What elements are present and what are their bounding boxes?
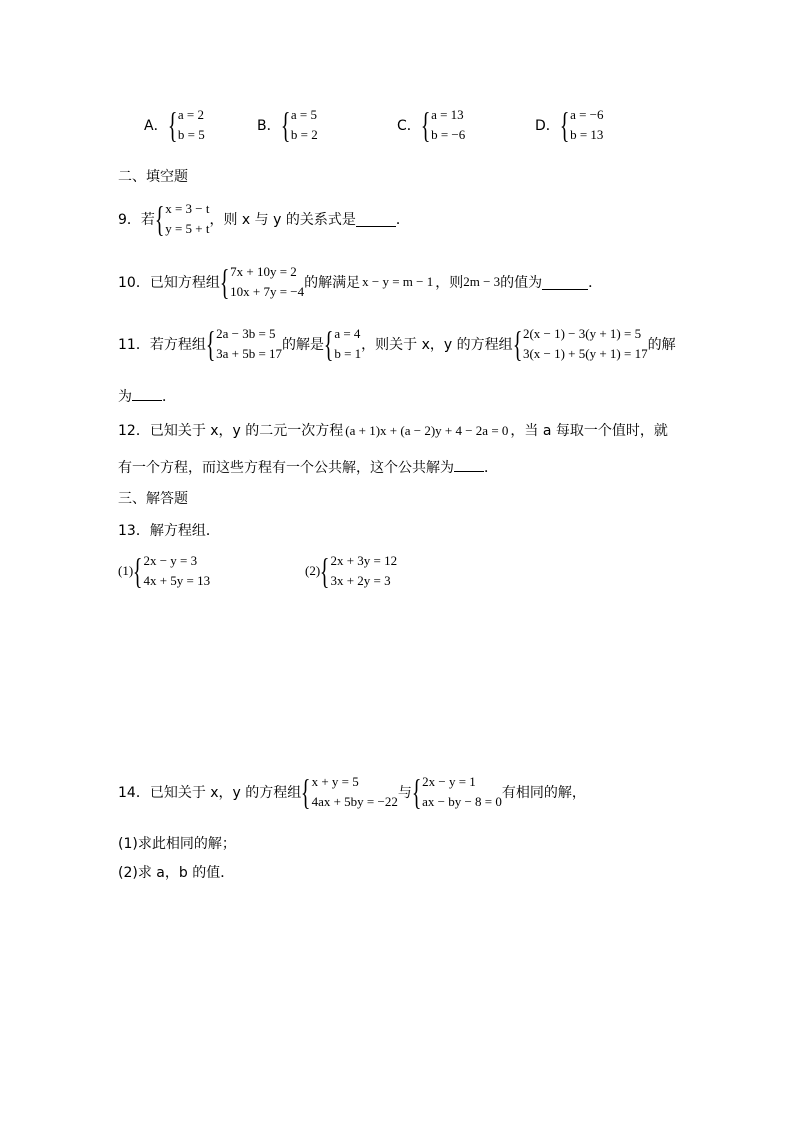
- answer-blank[interactable]: [542, 275, 588, 290]
- question-text: 有一个方程，而这些方程有一个公共解，这个公共解为: [118, 460, 454, 476]
- equation: a = 13: [431, 107, 464, 122]
- equation: 2(x − 1) − 3(y + 1) = 5: [522, 326, 642, 341]
- brace: {: [323, 324, 334, 364]
- equation: 3(x − 1) + 5(y + 1) = 17: [522, 346, 648, 361]
- question-14: [118, 772, 586, 812]
- question-text: 的解: [647, 337, 676, 353]
- equation: b = 13: [570, 127, 604, 142]
- question-14-sub-2: (2)求 a，b 的值．: [118, 865, 235, 881]
- question-11: [118, 324, 676, 364]
- choice-label: C．: [397, 118, 421, 134]
- equation-system: [320, 551, 397, 591]
- equation: 4ax + 5by = −22: [311, 794, 398, 809]
- brace: {: [205, 324, 216, 364]
- equation: a = 4: [334, 326, 361, 341]
- question-number: 11．若方程组: [118, 337, 206, 353]
- part-number: (2): [305, 563, 321, 578]
- choice-d: [535, 105, 604, 145]
- equation: b = 5: [177, 127, 205, 142]
- brace: {: [154, 199, 165, 239]
- equation: a = 2: [177, 107, 204, 122]
- question-text: ．: [395, 212, 410, 228]
- brace: {: [301, 772, 311, 812]
- expression: 2m − 3: [463, 274, 501, 289]
- question-14-sub-1: (1)求此相同的解；: [118, 836, 236, 852]
- equation: b = 2: [290, 127, 318, 142]
- choice-b: [257, 105, 318, 145]
- equation: x = 3 − t: [165, 201, 210, 216]
- equation-system: [168, 105, 205, 145]
- equation: 7x + 10y = 2: [230, 264, 297, 279]
- question-text: 的解是: [282, 337, 325, 353]
- brace: {: [559, 105, 570, 145]
- part-number: (1): [118, 563, 134, 578]
- choice-label: B．: [257, 118, 281, 134]
- equation: ax − by − 8 = 0: [422, 794, 502, 809]
- equation-system: [220, 262, 304, 302]
- equation-system: [513, 324, 648, 364]
- equation-system: [412, 772, 502, 812]
- question-13-part-1: [118, 551, 210, 591]
- equation-system: [560, 105, 604, 145]
- equation: 2x − y = 1: [422, 774, 476, 789]
- question-text: ，则 x 与 y 的关系式是: [209, 212, 356, 228]
- choice-c: [397, 105, 465, 145]
- question-text: 为: [118, 389, 132, 405]
- brace: {: [411, 772, 422, 812]
- question-12: [118, 420, 668, 440]
- equation-system: [301, 772, 398, 812]
- question-13-title: 13．解方程组．: [118, 523, 220, 539]
- equation: b = 1: [334, 346, 362, 361]
- condition-expression: x − y = m − 1: [362, 274, 434, 289]
- equation: 3a + 5b = 17: [216, 346, 283, 361]
- equation: 2x + 3y = 12: [330, 553, 398, 568]
- question-10: [118, 262, 602, 302]
- choice-a: [144, 105, 205, 145]
- choice-label: A．: [144, 118, 168, 134]
- question-text: ，则: [435, 275, 464, 291]
- question-text: ，当 a 每取一个值时，就: [510, 423, 668, 439]
- section-heading-solve: 三、解答题: [118, 491, 188, 507]
- answer-blank[interactable]: [356, 212, 396, 227]
- equation-system: [281, 105, 318, 145]
- equation-system: [206, 324, 282, 364]
- question-text: ．: [588, 275, 603, 291]
- answer-blank[interactable]: [454, 457, 484, 472]
- question-11-line-2: [118, 386, 176, 406]
- question-number: 10．已知方程组: [118, 275, 220, 291]
- equation: x + y = 5: [311, 774, 359, 789]
- equation-system: [421, 105, 465, 145]
- equation: 2a − 3b = 5: [216, 326, 276, 341]
- question-text: 的解满足: [304, 275, 361, 291]
- equation: a = −6: [570, 107, 604, 122]
- question-text: ．: [162, 389, 176, 405]
- equation: 4x + 5y = 13: [143, 573, 211, 588]
- question-13-part-2: [305, 551, 397, 591]
- question-text: 与: [397, 785, 412, 801]
- question-text: 12．已知关于 x，y 的二元一次方程: [118, 423, 344, 439]
- question-9: [118, 199, 410, 239]
- question-12-line-2: [118, 457, 498, 477]
- equation: a = 5: [290, 107, 317, 122]
- solution-system: [324, 324, 361, 364]
- brace: {: [280, 105, 291, 145]
- brace: {: [320, 551, 330, 591]
- equation: 2x − y = 3: [143, 553, 198, 568]
- brace: {: [219, 262, 230, 302]
- question-text: ，则关于 x，y 的方程组: [361, 337, 513, 353]
- brace: {: [133, 551, 143, 591]
- brace: {: [167, 105, 177, 145]
- answer-blank[interactable]: [132, 386, 162, 401]
- equation: y = 5 + t: [165, 221, 210, 236]
- equation-system: [133, 551, 210, 591]
- equation: 10x + 7y = −4: [230, 284, 305, 299]
- question-number: 9．若: [118, 212, 155, 228]
- question-text: 有相同的解，: [501, 785, 586, 801]
- question-text: ．: [484, 460, 498, 476]
- section-heading-fill-blank: 二、填空题: [118, 169, 188, 185]
- equation: 3x + 2y = 3: [330, 573, 391, 588]
- equation: b = −6: [431, 127, 466, 142]
- brace: {: [420, 105, 431, 145]
- choice-label: D．: [535, 118, 560, 134]
- question-text: 的值为: [500, 275, 543, 291]
- equation-system: [155, 199, 210, 239]
- question-number: 14．已知关于 x，y 的方程组: [118, 785, 302, 801]
- equation: (a + 1)x + (a − 2)y + 4 − 2a = 0: [345, 423, 509, 438]
- brace: {: [512, 324, 523, 364]
